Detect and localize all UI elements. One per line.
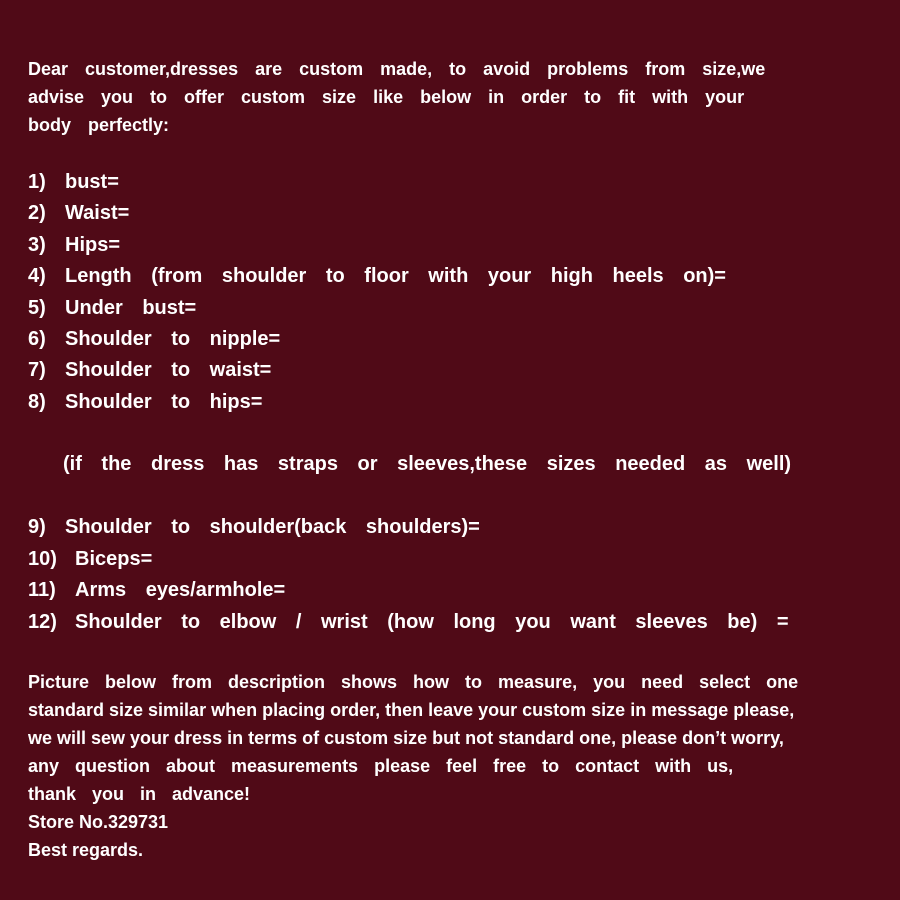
sleeve-measurement-list [28, 512, 878, 638]
item-number: 8) [28, 390, 46, 413]
measurement-item [28, 355, 878, 386]
item-label: Hips= [65, 233, 121, 256]
item-label: Under bust= [65, 296, 197, 319]
measurement-item [28, 607, 878, 639]
item-label: Biceps= [75, 547, 153, 570]
measurement-item [28, 261, 878, 292]
item-label: Length (from shoulder to floor with your high heels on)= [65, 265, 726, 288]
item-number: 10) [28, 547, 57, 570]
item-label: Shoulder to shoulder(back shoulders)= [65, 516, 480, 538]
item-number: 4) [28, 265, 46, 288]
measurement-item [28, 575, 878, 607]
closing-line: standard size similar when placing order, then leave your custom size in message please, [28, 700, 795, 720]
intro-paragraph [28, 55, 878, 139]
measurement-item [28, 293, 878, 324]
item-number: 1) [28, 171, 46, 193]
item-number: 6) [28, 328, 46, 351]
closing-line: any question about measurements please feel free to contact with us, [28, 756, 734, 776]
closing-line: Picture below from description shows how to measure, you need select one [28, 672, 799, 692]
item-number: 3) [28, 233, 46, 256]
item-label: Shoulder to waist= [65, 359, 272, 382]
sleeves-note: (if the dress has straps or sleeves,these sizes needed as well) [63, 453, 792, 475]
item-number: 7) [28, 359, 46, 382]
item-number: 2) [28, 202, 46, 225]
measurement-item [28, 544, 878, 576]
measurement-list [28, 167, 878, 418]
measurement-item [28, 324, 878, 355]
closing-line: thank you in advance! [28, 784, 251, 804]
store-number: Store No.329731 [28, 812, 169, 832]
item-label: Waist= [65, 202, 130, 225]
measurement-item [28, 230, 878, 261]
item-label: Shoulder to elbow / wrist (how long you want sleeves be) = [75, 610, 789, 633]
item-label: bust= [65, 171, 119, 193]
item-number: 12) [28, 610, 57, 633]
intro-line: advise you to offer custom size like below in order to fit with your [28, 87, 745, 107]
item-label: Arms eyes/armhole= [75, 579, 286, 601]
item-label: Shoulder to hips= [65, 390, 263, 413]
sign-off: Best regards. [28, 840, 144, 860]
measurement-item [28, 198, 878, 229]
item-number: 11) [28, 579, 56, 601]
item-number: 5) [28, 296, 46, 319]
item-number: 9) [28, 516, 46, 538]
intro-line: body perfectly: [28, 115, 170, 135]
measurement-item [28, 387, 878, 418]
measurement-item [28, 512, 878, 544]
intro-line: Dear customer,dresses are custom made, to avoid problems from size,we [28, 59, 766, 79]
measurement-item [28, 167, 878, 198]
closing-line: we will sew your dress in terms of custom size but not standard one, please don’t worry, [28, 728, 784, 748]
item-label: Shoulder to nipple= [65, 328, 281, 351]
closing-paragraph [28, 668, 878, 864]
